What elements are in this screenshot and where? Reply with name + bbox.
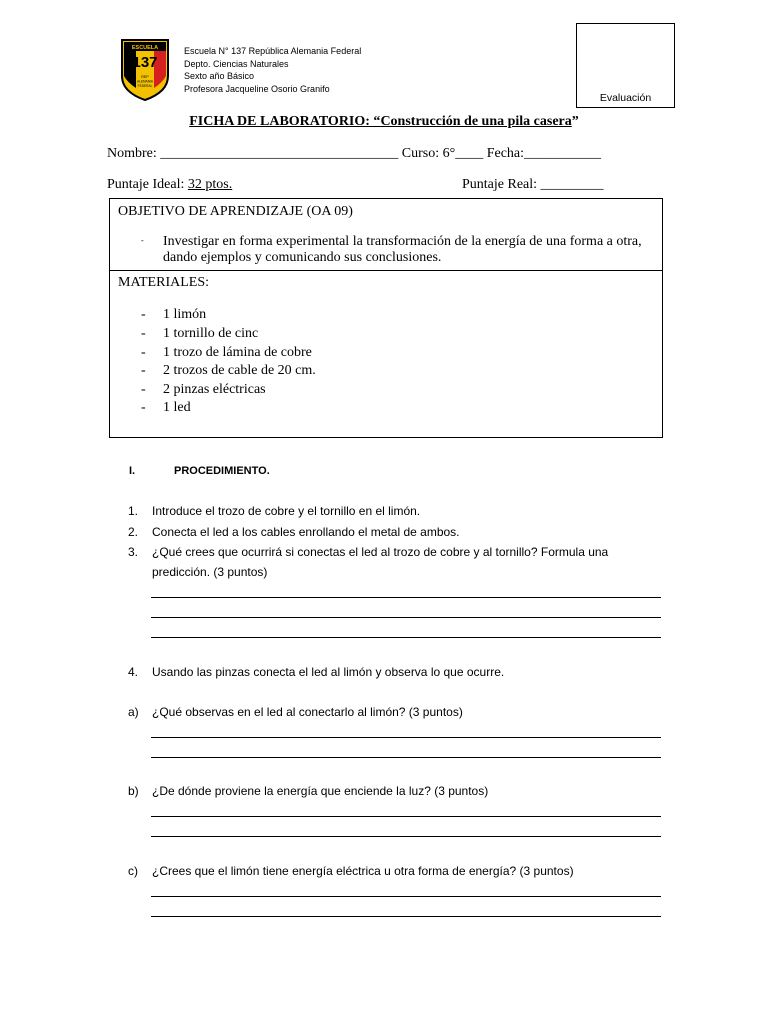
step-text: Introduce el trozo de cobre y el tornillo en el limón. xyxy=(152,504,421,518)
document-title: FICHA DE LABORATORIO: “Construcción de una pila casera” xyxy=(189,114,579,129)
teacher-name: Profesora Jacqueline Osorio Granifo xyxy=(184,83,330,94)
step-number: 2. xyxy=(128,525,139,539)
ideal-score-value: 32 ptos. xyxy=(187,177,233,192)
material-item: - 2 trozos de cable de 20 cm. xyxy=(141,363,316,378)
logo-number: 137 xyxy=(132,54,158,71)
school-header xyxy=(184,45,361,95)
step-text: ¿Qué crees que ocurrirá si conectas el led al trozo de cobre y al tornillo? Formula una xyxy=(152,545,609,559)
svg-text:ALEMANIA: ALEMANIA xyxy=(136,79,154,84)
answer-line[interactable] xyxy=(151,737,661,738)
section-title: PROCEDIMIENTO. xyxy=(174,465,270,477)
answer-line[interactable] xyxy=(151,637,661,638)
answer-line[interactable] xyxy=(151,816,661,817)
grade-level: Sexto año Básico xyxy=(184,71,255,81)
sub-question-label: a) xyxy=(128,705,139,719)
material-item: - 2 pinzas eléctricas xyxy=(141,382,266,397)
step-text: Conecta el led a los cables enrollando el metal de ambos. xyxy=(152,525,460,539)
school-name: Escuela N° 137 República Alemania Federal xyxy=(184,46,362,56)
logo-text-bottom: REP xyxy=(141,75,149,79)
title-main: Construcción de una pila casera xyxy=(380,114,572,129)
svg-text:FEDERAL: FEDERAL xyxy=(137,84,153,88)
step-number: 1. xyxy=(128,504,139,518)
ideal-score-line xyxy=(107,177,232,193)
objective-materials-box xyxy=(109,198,663,438)
student-info-line: Nombre: __________________________________ Curso: 6°____ Fecha:___________ xyxy=(107,146,602,161)
material-item: - 1 trozo de lámina de cobre xyxy=(141,345,312,360)
step-number: 4. xyxy=(128,665,139,679)
logo-text-top: ESCUELA xyxy=(131,45,159,51)
answer-line[interactable] xyxy=(151,617,661,618)
answer-line[interactable] xyxy=(151,757,661,758)
section-number: I. xyxy=(129,465,136,477)
sub-question-text: ¿Qué observas en el led al conectarlo al limón? (3 puntos) xyxy=(152,705,463,719)
school-crest-logo xyxy=(120,38,170,102)
box-divider xyxy=(110,270,662,271)
answer-line[interactable] xyxy=(151,916,661,917)
sub-question-text: ¿Crees que el limón tiene energía eléctrica u otra forma de energía? (3 puntos) xyxy=(152,864,574,878)
department: Depto. Ciencias Naturales xyxy=(184,58,289,69)
evaluation-label: Evaluación xyxy=(599,92,652,104)
material-item: - 1 led xyxy=(141,400,191,415)
step-text: Usando las pinzas conecta el led al limón y observa lo que ocurre. xyxy=(152,665,505,679)
sub-question-label: b) xyxy=(128,784,139,798)
ideal-score-label: Puntaje Ideal: xyxy=(107,177,188,192)
material-item: - 1 limón xyxy=(141,307,207,322)
objective-bullet: - xyxy=(141,236,144,245)
step-number: 3. xyxy=(128,545,139,559)
real-score-line: Puntaje Real: _________ xyxy=(462,177,604,192)
sub-question-text: ¿De dónde proviene la energía que enciende la luz? (3 puntos) xyxy=(152,784,489,798)
material-item: - 1 tornillo de cinc xyxy=(141,326,259,341)
answer-line[interactable] xyxy=(151,836,661,837)
materials-heading: MATERIALES: xyxy=(118,275,209,290)
evaluation-box xyxy=(576,23,675,108)
answer-line[interactable] xyxy=(151,896,661,897)
objective-text: Investigar en forma experimental la transformación de la energía de una forma a otra, dando ejemplos y comunicando sus conclusiones. xyxy=(163,234,642,265)
step-text-continued: predicción. (3 puntos) xyxy=(152,565,268,579)
objective-heading: OBJETIVO DE APRENDIZAJE (OA 09) xyxy=(118,204,353,219)
sub-question-label: c) xyxy=(128,864,138,878)
answer-line[interactable] xyxy=(151,597,661,598)
